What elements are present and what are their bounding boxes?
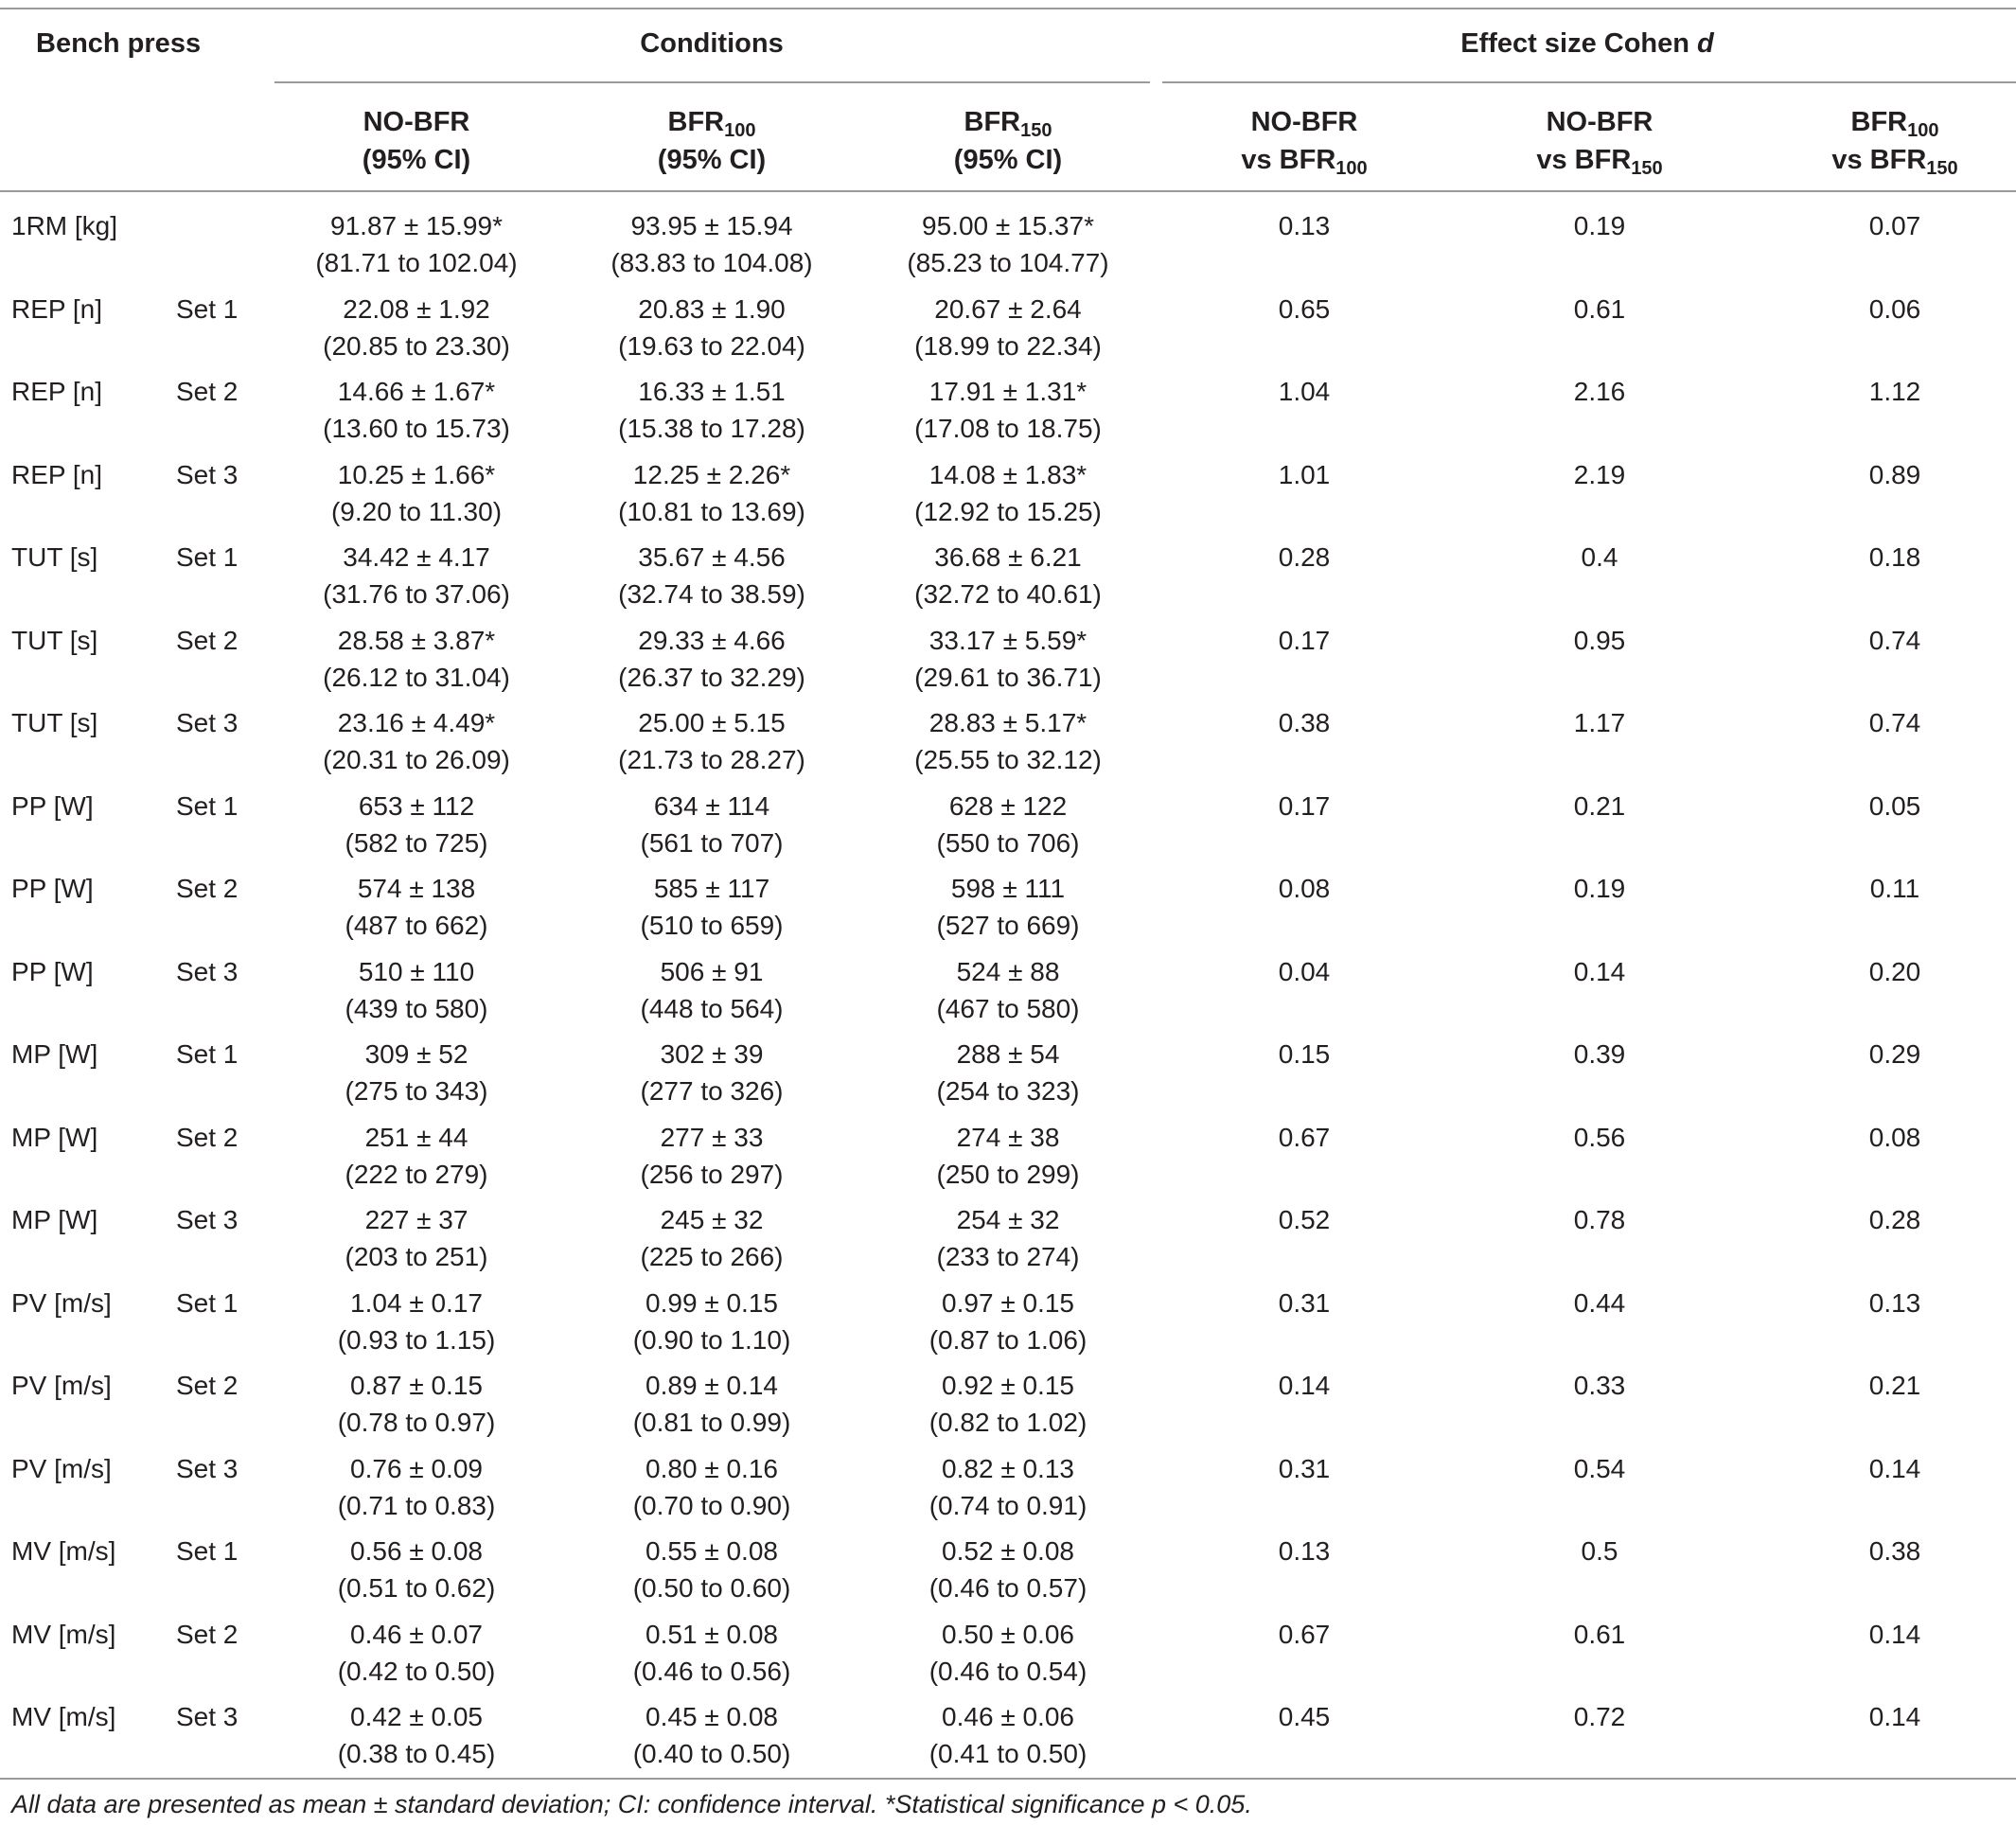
col-header-d1-line1: NO-BFR <box>1250 107 1358 137</box>
row-set: Set 2 <box>176 1123 239 1152</box>
cohen-d-symbol: d <box>1697 28 1714 59</box>
cell-mean-sd: 0.97 ± 0.15 <box>942 1288 1074 1318</box>
cell-effect-size: 0.67 <box>1278 1620 1331 1649</box>
cell-mean-sd: 14.66 ± 1.67* <box>337 377 496 406</box>
row-measure: REP [n] <box>11 460 102 489</box>
cell-mean-sd: 0.56 ± 0.08 <box>350 1536 483 1566</box>
cell-effect-size: 0.38 <box>1278 708 1331 737</box>
cell-mean-sd: 574 ± 138 <box>357 874 476 903</box>
col-header-bfr150 <box>954 103 1062 179</box>
cell-mean-sd: 227 ± 37 <box>364 1205 469 1234</box>
row-set: Set 3 <box>176 957 239 986</box>
cell-mean-sd: 0.80 ± 0.16 <box>645 1454 778 1483</box>
cell-ci: (15.38 to 17.28) <box>618 414 805 443</box>
cell-mean-sd: 29.33 ± 4.66 <box>638 626 786 655</box>
cell-mean-sd: 93.95 ± 15.94 <box>630 211 793 240</box>
cell-mean-sd: 16.33 ± 1.51 <box>638 377 786 406</box>
cell-effect-size: 0.29 <box>1868 1039 1921 1069</box>
cell-ci: (20.85 to 23.30) <box>323 331 510 361</box>
cell-mean-sd: 585 ± 117 <box>653 874 770 903</box>
cell-effect-size: 0.65 <box>1278 294 1331 324</box>
cell-ci: (12.92 to 15.25) <box>914 497 1102 526</box>
cell-mean-sd: 0.87 ± 0.15 <box>350 1371 483 1400</box>
cell-ci: (225 to 266) <box>640 1242 784 1271</box>
cell-effect-size: 0.39 <box>1573 1039 1626 1069</box>
cell-effect-size: 0.67 <box>1278 1123 1331 1152</box>
cell-effect-size: 0.07 <box>1868 211 1921 240</box>
cell-ci: (222 to 279) <box>345 1160 488 1189</box>
cell-ci: (9.20 to 11.30) <box>330 497 503 526</box>
cell-mean-sd: 254 ± 32 <box>956 1205 1060 1234</box>
col-header-bfr100-ci: (95% CI) <box>657 145 767 175</box>
col-header-d3-line1: $BFR_{100}$ <box>1850 107 1939 141</box>
cell-ci: (18.99 to 22.34) <box>914 331 1102 361</box>
cell-effect-size: 0.14 <box>1573 957 1626 986</box>
row-set: Set 1 <box>176 1288 239 1318</box>
cell-mean-sd: 0.42 ± 0.05 <box>350 1702 483 1731</box>
effect-size-header <box>1460 25 1714 62</box>
cell-mean-sd: 28.83 ± 5.17* <box>928 708 1088 737</box>
row-set: Set 1 <box>176 1536 239 1566</box>
cell-effect-size: 0.33 <box>1573 1371 1626 1400</box>
cell-mean-sd: 277 ± 33 <box>660 1123 764 1152</box>
cell-ci: (0.46 to 0.57) <box>928 1573 1088 1603</box>
row-set: Set 2 <box>176 1620 239 1649</box>
cell-ci: (582 to 725) <box>345 828 488 858</box>
cell-mean-sd: 0.50 ± 0.06 <box>942 1620 1074 1649</box>
cell-mean-sd: 510 ± 110 <box>358 957 475 986</box>
cell-ci: (527 to 669) <box>936 911 1080 940</box>
cell-effect-size: 0.78 <box>1573 1205 1626 1234</box>
cell-effect-size: 1.04 <box>1278 377 1331 406</box>
cell-ci: (0.78 to 0.97) <box>337 1408 496 1437</box>
row-set: Set 1 <box>176 791 239 821</box>
conditions-header: Conditions <box>640 28 784 59</box>
cell-mean-sd: 634 ± 114 <box>653 791 770 821</box>
row-measure: PV [m/s] <box>11 1288 112 1318</box>
col-header-nobfr-title: NO-BFR <box>363 107 470 137</box>
cell-ci: (13.60 to 15.73) <box>323 414 510 443</box>
cell-effect-size: 0.14 <box>1868 1454 1921 1483</box>
table-footnote: All data are presented as mean ± standard deviation; CI: confidence interval. *Statistical significance p < 0.05. <box>11 1790 1252 1818</box>
cell-effect-size: 0.45 <box>1278 1702 1331 1731</box>
cell-ci: (26.12 to 31.04) <box>323 663 510 692</box>
cell-effect-size: 0.61 <box>1573 294 1626 324</box>
cell-ci: (0.93 to 1.15) <box>337 1325 496 1355</box>
cell-effect-size: 0.19 <box>1573 211 1626 240</box>
cell-effect-size: 0.31 <box>1278 1288 1331 1318</box>
row-set: Set 2 <box>176 626 239 655</box>
cell-ci: (19.63 to 22.04) <box>618 331 805 361</box>
cell-mean-sd: 20.83 ± 1.90 <box>638 294 786 324</box>
cell-mean-sd: 302 ± 39 <box>660 1039 764 1069</box>
cell-effect-size: 0.61 <box>1573 1620 1626 1649</box>
cell-mean-sd: 274 ± 38 <box>956 1123 1060 1152</box>
cell-mean-sd: 245 ± 32 <box>660 1205 764 1234</box>
row-measure: TUT [s] <box>11 708 98 737</box>
cell-mean-sd: 0.76 ± 0.09 <box>350 1454 483 1483</box>
cell-effect-size: 0.14 <box>1868 1620 1921 1649</box>
row-measure: REP [n] <box>11 377 102 406</box>
cell-effect-size: 0.17 <box>1278 626 1331 655</box>
cell-effect-size: 0.08 <box>1868 1123 1921 1152</box>
cell-effect-size: 0.17 <box>1278 791 1331 821</box>
cell-effect-size: 0.13 <box>1278 211 1331 240</box>
cell-effect-size: 2.19 <box>1573 460 1626 489</box>
cell-effect-size: 0.89 <box>1868 460 1921 489</box>
cell-ci: (25.55 to 32.12) <box>914 745 1102 774</box>
row-set: Set 3 <box>176 708 239 737</box>
cell-mean-sd: 309 ± 52 <box>364 1039 469 1069</box>
cell-effect-size: 0.05 <box>1868 791 1921 821</box>
row-set: Set 3 <box>176 1454 239 1483</box>
row-measure: MP [W] <box>11 1039 98 1069</box>
conditions-rule <box>274 81 1150 83</box>
cell-ci: (0.74 to 0.91) <box>928 1491 1088 1520</box>
cell-effect-size: 0.19 <box>1573 874 1626 903</box>
cell-ci: (256 to 297) <box>640 1160 784 1189</box>
cell-ci: (0.50 to 0.60) <box>632 1573 791 1603</box>
cell-ci: (0.42 to 0.50) <box>337 1657 496 1686</box>
cell-ci: (0.82 to 1.02) <box>928 1408 1088 1437</box>
cell-effect-size: 0.21 <box>1868 1371 1921 1400</box>
cell-effect-size: 0.5 <box>1581 1536 1618 1566</box>
row-set: Set 1 <box>176 542 239 572</box>
cell-mean-sd: 12.25 ± 2.26* <box>632 460 791 489</box>
cell-mean-sd: 251 ± 44 <box>364 1123 469 1152</box>
top-rule <box>0 8 2016 9</box>
cell-ci: (0.87 to 1.06) <box>928 1325 1088 1355</box>
cell-ci: (31.76 to 37.06) <box>323 579 510 609</box>
cell-mean-sd: 36.68 ± 6.21 <box>934 542 1082 572</box>
cell-effect-size: 1.12 <box>1868 377 1921 406</box>
cell-ci: (0.46 to 0.56) <box>632 1657 791 1686</box>
row-measure: MV [m/s] <box>11 1620 116 1649</box>
effect-size-rule <box>1162 81 2016 83</box>
cell-effect-size: 0.28 <box>1278 542 1331 572</box>
cell-effect-size: 0.14 <box>1278 1371 1331 1400</box>
col-header-bfr100 <box>658 103 766 179</box>
row-measure: MP [W] <box>11 1123 98 1152</box>
cell-effect-size: 0.54 <box>1573 1454 1626 1483</box>
row-measure: TUT [s] <box>11 542 98 572</box>
cell-mean-sd: 0.82 ± 0.13 <box>942 1454 1074 1483</box>
cell-effect-size: 0.04 <box>1278 957 1331 986</box>
col-header-bfr150-ci: (95% CI) <box>953 145 1063 175</box>
cell-effect-size: 0.56 <box>1573 1123 1626 1152</box>
cell-ci: (21.73 to 28.27) <box>618 745 805 774</box>
cell-ci: (233 to 274) <box>936 1242 1080 1271</box>
row-measure: PV [m/s] <box>11 1454 112 1483</box>
cell-mean-sd: 0.45 ± 0.08 <box>645 1702 778 1731</box>
bench-press-header: Bench press <box>36 28 202 59</box>
row-measure: PV [m/s] <box>11 1371 112 1400</box>
cell-ci: (0.41 to 0.50) <box>928 1739 1088 1768</box>
cell-effect-size: 0.74 <box>1868 626 1921 655</box>
row-set: Set 3 <box>176 1702 239 1731</box>
cell-mean-sd: 0.46 ± 0.06 <box>942 1702 1074 1731</box>
cell-ci: (26.37 to 32.29) <box>618 663 805 692</box>
row-measure: REP [n] <box>11 294 102 324</box>
row-measure: TUT [s] <box>11 626 98 655</box>
cell-ci: (275 to 343) <box>345 1076 488 1106</box>
cell-effect-size: 0.21 <box>1573 791 1626 821</box>
cell-effect-size: 0.14 <box>1868 1702 1921 1731</box>
cell-ci: (0.46 to 0.54) <box>928 1657 1088 1686</box>
cell-mean-sd: 95.00 ± 15.37* <box>922 211 1094 240</box>
cell-ci: (0.51 to 0.62) <box>337 1573 496 1603</box>
cell-ci: (510 to 659) <box>640 911 784 940</box>
cell-ci: (448 to 564) <box>640 994 784 1023</box>
col-header-d-nobfr-bfr100 <box>1241 103 1367 179</box>
cell-mean-sd: 17.91 ± 1.31* <box>928 377 1088 406</box>
cell-mean-sd: 653 ± 112 <box>358 791 475 821</box>
col-header-bfr150-title: $BFR_{150}$ <box>964 107 1052 141</box>
cell-ci: (81.71 to 102.04) <box>315 248 518 277</box>
col-header-bfr100-title: $BFR_{100}$ <box>667 107 756 141</box>
row-set: Set 3 <box>176 1205 239 1234</box>
cell-mean-sd: 0.55 ± 0.08 <box>645 1536 778 1566</box>
cell-effect-size: 0.52 <box>1278 1205 1331 1234</box>
cell-ci: (254 to 323) <box>936 1076 1080 1106</box>
col-header-d1-line2: vs $BFR_{100}$ <box>1241 145 1368 179</box>
cell-ci: (550 to 706) <box>936 828 1080 858</box>
cell-effect-size: 0.44 <box>1573 1288 1626 1318</box>
col-header-nobfr-ci: (95% CI) <box>362 145 471 175</box>
cell-effect-size: 0.38 <box>1868 1536 1921 1566</box>
cell-ci: (85.23 to 104.77) <box>907 248 1109 277</box>
cell-mean-sd: 22.08 ± 1.92 <box>343 294 490 324</box>
cell-effect-size: 2.16 <box>1573 377 1626 406</box>
cell-mean-sd: 288 ± 54 <box>956 1039 1060 1069</box>
cell-effect-size: 0.4 <box>1581 542 1618 572</box>
cell-ci: (561 to 707) <box>640 828 784 858</box>
cell-ci: (32.72 to 40.61) <box>914 579 1102 609</box>
cell-ci: (0.38 to 0.45) <box>337 1739 496 1768</box>
cell-mean-sd: 23.16 ± 4.49* <box>337 708 496 737</box>
cell-mean-sd: 0.89 ± 0.14 <box>645 1371 778 1400</box>
header-bottom-rule <box>0 190 2016 192</box>
cell-ci: (0.81 to 0.99) <box>632 1408 791 1437</box>
table-bottom-rule <box>0 1778 2016 1780</box>
cell-effect-size: 0.18 <box>1868 542 1921 572</box>
cell-effect-size: 0.72 <box>1573 1702 1626 1731</box>
cell-ci: (467 to 580) <box>936 994 1080 1023</box>
row-set: Set 1 <box>176 294 239 324</box>
cell-mean-sd: 524 ± 88 <box>956 957 1060 986</box>
cell-ci: (0.90 to 1.10) <box>632 1325 791 1355</box>
cell-ci: (17.08 to 18.75) <box>914 414 1102 443</box>
cell-ci: (83.83 to 104.08) <box>610 248 813 277</box>
cell-mean-sd: 34.42 ± 4.17 <box>343 542 490 572</box>
cell-effect-size: 0.28 <box>1868 1205 1921 1234</box>
cell-ci: (439 to 580) <box>345 994 488 1023</box>
cell-mean-sd: 0.51 ± 0.08 <box>645 1620 778 1649</box>
cell-ci: (0.70 to 0.90) <box>632 1491 791 1520</box>
cell-ci: (0.40 to 0.50) <box>632 1739 791 1768</box>
cell-ci: (29.61 to 36.71) <box>914 663 1102 692</box>
row-measure: MV [m/s] <box>11 1702 116 1731</box>
cell-mean-sd: 25.00 ± 5.15 <box>638 708 786 737</box>
cell-mean-sd: 20.67 ± 2.64 <box>934 294 1082 324</box>
col-header-d-nobfr-bfr150 <box>1536 103 1662 179</box>
row-measure: MV [m/s] <box>11 1536 116 1566</box>
cell-mean-sd: 28.58 ± 3.87* <box>337 626 496 655</box>
cell-ci: (277 to 326) <box>640 1076 784 1106</box>
cell-mean-sd: 628 ± 122 <box>948 791 1068 821</box>
cell-effect-size: 0.13 <box>1868 1288 1921 1318</box>
cell-effect-size: 0.13 <box>1278 1536 1331 1566</box>
cell-mean-sd: 14.08 ± 1.83* <box>928 460 1088 489</box>
row-set: Set 2 <box>176 1371 239 1400</box>
cell-effect-size: 0.31 <box>1278 1454 1331 1483</box>
col-header-nobfr <box>363 103 470 179</box>
cell-effect-size: 0.11 <box>1869 874 1920 903</box>
cell-mean-sd: 0.99 ± 0.15 <box>645 1288 778 1318</box>
cell-effect-size: 0.74 <box>1868 708 1921 737</box>
cell-mean-sd: 0.92 ± 0.15 <box>942 1371 1074 1400</box>
col-header-d2-line2: vs $BFR_{150}$ <box>1536 145 1663 179</box>
row-measure: PP [W] <box>11 791 94 821</box>
cell-mean-sd: 1.04 ± 0.17 <box>350 1288 483 1318</box>
cell-ci: (203 to 251) <box>345 1242 488 1271</box>
cell-effect-size: 0.08 <box>1278 874 1331 903</box>
row-set: Set 1 <box>176 1039 239 1069</box>
cell-ci: (250 to 299) <box>936 1160 1080 1189</box>
col-header-d-bfr100-bfr150 <box>1831 103 1957 179</box>
cell-mean-sd: 35.67 ± 4.56 <box>638 542 786 572</box>
cell-ci: (32.74 to 38.59) <box>618 579 805 609</box>
cell-ci: (20.31 to 26.09) <box>323 745 510 774</box>
cell-effect-size: 1.01 <box>1278 460 1331 489</box>
cell-effect-size: 0.15 <box>1278 1039 1331 1069</box>
row-set: Set 3 <box>176 460 239 489</box>
effect-size-label: Effect size Cohen <box>1460 28 1698 59</box>
col-header-d3-line2: vs $BFR_{150}$ <box>1831 145 1958 179</box>
cell-effect-size: 0.06 <box>1868 294 1921 324</box>
cell-mean-sd: 506 ± 91 <box>660 957 764 986</box>
cell-mean-sd: 0.46 ± 0.07 <box>350 1620 483 1649</box>
row-set: Set 2 <box>176 874 239 903</box>
row-measure: PP [W] <box>11 957 94 986</box>
cell-mean-sd: 33.17 ± 5.59* <box>928 626 1088 655</box>
cell-effect-size: 0.95 <box>1573 626 1626 655</box>
cell-mean-sd: 0.52 ± 0.08 <box>942 1536 1074 1566</box>
col-header-d2-line1: NO-BFR <box>1546 107 1653 137</box>
cell-ci: (0.71 to 0.83) <box>337 1491 496 1520</box>
row-set: Set 2 <box>176 377 239 406</box>
cell-ci: (487 to 662) <box>345 911 488 940</box>
cell-mean-sd: 598 ± 111 <box>950 874 1066 903</box>
row-measure: MP [W] <box>11 1205 98 1234</box>
cell-effect-size: 1.17 <box>1573 708 1626 737</box>
cell-ci: (10.81 to 13.69) <box>618 497 805 526</box>
cell-effect-size: 0.20 <box>1868 957 1921 986</box>
row-measure: PP [W] <box>11 874 94 903</box>
cell-mean-sd: 91.87 ± 15.99* <box>330 211 503 240</box>
row-measure: 1RM [kg] <box>11 211 118 240</box>
cell-mean-sd: 10.25 ± 1.66* <box>337 460 496 489</box>
